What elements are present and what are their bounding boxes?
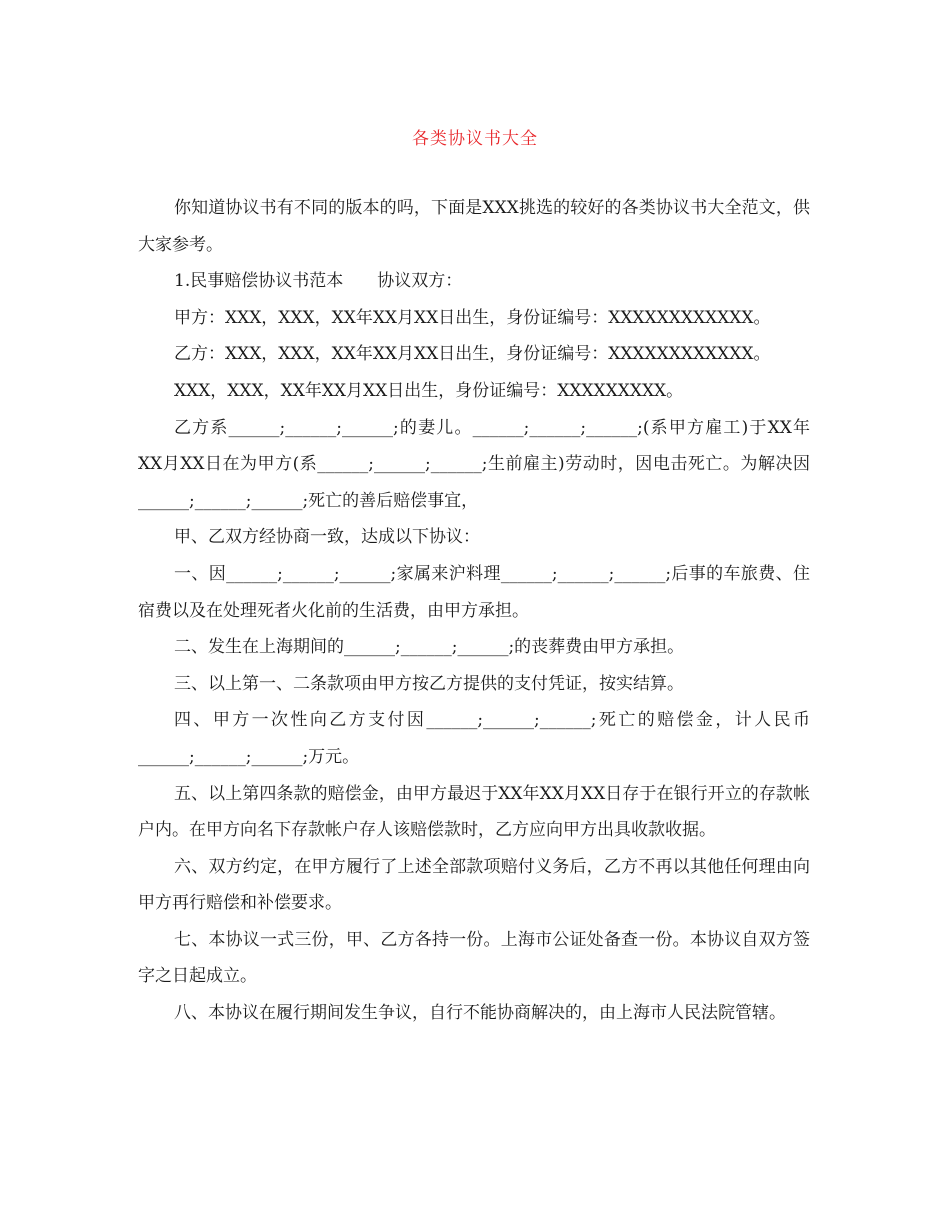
paragraph-clause-7: 七、本协议一式三份，甲、乙方各持一份。上海市公证处备查一份。本协议自双方签字之日起成立。 <box>138 929 810 987</box>
document-body <box>138 190 810 1032</box>
paragraph-intro: 你知道协议书有不同的版本的吗，下面是XXX挑选的较好的各类协议书大全范文，供大家参考。 <box>138 198 810 255</box>
paragraph-party-b: 乙方：XXX，XXX，XX年XX月XX日出生，身份证编号：XXXXXXXXXXXX。 <box>174 344 771 365</box>
paragraph-clause-5: 五、以上第四条款的赔偿金，由甲方最迟于XX年XX月XX日存于在银行开立的存款帐户内。在甲方向名下存款帐户存人该赔偿款时，乙方应向甲方出具收款收据。 <box>138 783 810 841</box>
paragraph-clause-8: 八、本协议在履行期间发生争议，自行不能协商解决的，由上海市人民法院管辖。 <box>174 1003 786 1024</box>
paragraph-party-b-extra: XXX，XXX，XX年XX月XX日出生，身份证编号：XXXXXXXXX。 <box>174 380 684 401</box>
paragraph-background: 乙方系______;______;______;的妻儿。______;______;______;(系甲方雇工)于XX年XX月XX日在为甲方(系______;______;______;生前雇主)劳动时，因电击死亡。为解决因______;______;______;死亡的善后赔偿事宜， <box>138 417 810 511</box>
paragraph-clause-6: 六、双方约定，在甲方履行了上述全部款项赔付义务后，乙方不再以其他任何理由向甲方再行赔偿和补偿要求。 <box>138 856 810 914</box>
paragraph-section-heading: 1.民事赔偿协议书范本 协议双方： <box>174 271 463 292</box>
document-title: 各类协议书大全 <box>412 129 538 149</box>
paragraph-clause-2: 二、发生在上海期间的______;______;______;的丧葬费由甲方承担。 <box>174 637 685 658</box>
paragraph-clause-3: 三、以上第一、二条款项由甲方按乙方提供的支付凭证，按实结算。 <box>174 673 684 694</box>
paragraph-clause-1: 一、因______;______;______;家属来沪料理______;______;______;后事的车旅费、住宿费以及在处理死者火化前的生活费，由甲方承担。 <box>138 563 810 621</box>
paragraph-agreement-intro: 甲、乙双方经协商一致，达成以下协议： <box>174 527 480 548</box>
paragraph-party-a: 甲方：XXX，XXX，XX年XX月XX日出生，身份证编号：XXXXXXXXXXXX。 <box>174 307 771 328</box>
paragraph-clause-4: 四、甲方一次性向乙方支付因______;______;______;死亡的赔偿金，计人民币______;______;______;万元。 <box>138 710 810 767</box>
